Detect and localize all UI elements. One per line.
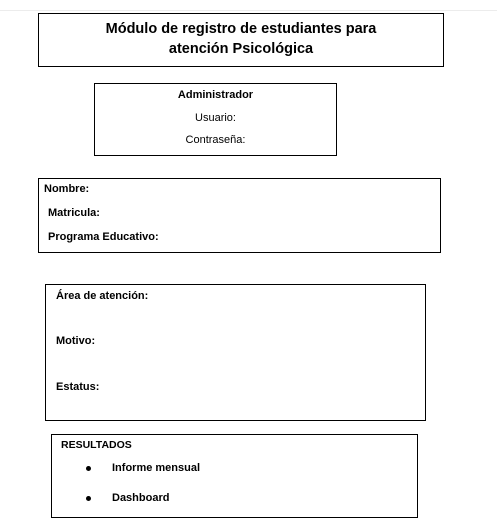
student-name-field[interactable]: Nombre: xyxy=(44,183,90,195)
login-role-heading: Administrador xyxy=(177,89,254,101)
care-area-field[interactable]: Área de atención: xyxy=(56,290,149,302)
education-program-field[interactable]: Programa Educativo: xyxy=(48,231,159,243)
results-panel xyxy=(51,434,418,518)
results-heading: RESULTADOS xyxy=(61,439,132,451)
bullet-icon xyxy=(86,466,91,471)
reason-field[interactable]: Motivo: xyxy=(56,335,96,347)
results-item-label: Dashboard xyxy=(112,492,170,504)
student-id-field[interactable]: Matricula: xyxy=(48,207,100,219)
bullet-icon xyxy=(86,496,91,501)
status-field[interactable]: Estatus: xyxy=(56,381,100,393)
page-title-line-2: atención Psicológica xyxy=(168,41,314,57)
care-info-panel xyxy=(45,284,426,421)
results-item-label: Informe mensual xyxy=(112,462,201,474)
page-title-box xyxy=(38,13,444,67)
username-field[interactable]: Usuario: xyxy=(195,112,236,124)
top-divider xyxy=(0,10,497,11)
student-info-panel xyxy=(38,178,441,253)
password-field[interactable]: Contraseña: xyxy=(185,134,246,146)
login-panel xyxy=(94,83,337,156)
page-title-line-1: Módulo de registro de estudiantes para xyxy=(105,21,377,37)
